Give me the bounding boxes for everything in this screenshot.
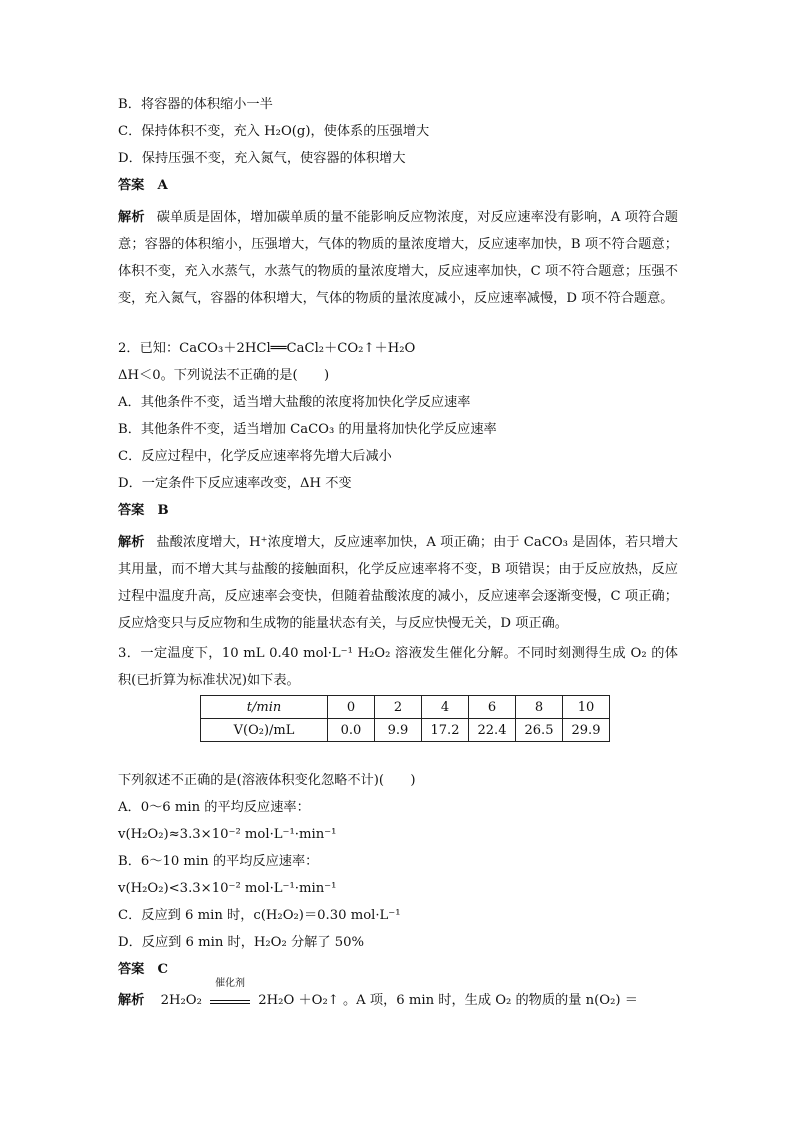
catalyst-label: 催化剂 bbox=[215, 978, 246, 989]
answer-2: 答案 B bbox=[118, 503, 169, 518]
table-cell: 0.0 bbox=[328, 719, 375, 742]
equation-right: 2H₂O ＋O₂↑ bbox=[258, 993, 339, 1008]
analysis-label: 解析 bbox=[118, 210, 145, 225]
table-head-t: t/min bbox=[201, 696, 328, 719]
analysis-label: 解析 bbox=[118, 993, 145, 1008]
answer-1: 答案 A bbox=[118, 178, 168, 193]
q3-option-a-rate: v(H₂O₂)≈3.3×10⁻² mol·L⁻¹·min⁻¹ bbox=[118, 827, 337, 842]
analysis-label: 解析 bbox=[118, 535, 145, 550]
q3-option-a: A．0～6 min 的平均反应速率： bbox=[118, 800, 310, 815]
q3-option-d: D．反应到 6 min 时，H₂O₂ 分解了 50% bbox=[118, 935, 365, 950]
analysis-2-text: 盐酸浓度增大，H⁺浓度增大，反应速率加快，A 项正确；由于 CaCO₃ 是固体，若只增大其用量，而不增大其与盐酸的接触面积，化学反应速率将不变，B 项错误；由于反应放热，反应过程中温度升高，反应速率会变快，但随着盐酸浓度的减小，反应速率会逐渐变慢，C 项正确；反应焓变只与反应物和生成物的能量状态有关，与反应快慢无关，D 项正确。 bbox=[118, 535, 678, 631]
q2-option-a: A．其他条件不变，适当增大盐酸的浓度将加快化学反应速率 bbox=[118, 395, 471, 410]
question-2-line1: 2．已知：CaCO₃＋2HCl══CaCl₂＋CO₂↑＋H₂O bbox=[118, 341, 416, 356]
analysis-1 bbox=[118, 204, 678, 312]
option-c-line: C．保持体积不变，充入 H₂O(g)，使体系的压强增大 bbox=[118, 124, 430, 139]
table-head-v: V(O₂)/mL bbox=[201, 719, 328, 742]
table-cell: 9.9 bbox=[375, 719, 422, 742]
question-2-line2: ΔH＜0。下列说法不正确的是( ) bbox=[118, 368, 330, 383]
q2-option-d: D．一定条件下反应速率改变，ΔH 不变 bbox=[118, 476, 352, 491]
table-cell: 2 bbox=[375, 696, 422, 719]
q3-option-c: C．反应到 6 min 时，c(H₂O₂)＝0.30 mol·L⁻¹ bbox=[118, 908, 401, 923]
catalyst-arrow bbox=[210, 978, 250, 1004]
q3-prompt: 下列叙述不正确的是(溶液体积变化忽略不计)( ) bbox=[118, 773, 416, 788]
answer-3: 答案 C bbox=[118, 962, 169, 977]
table-cell: 8 bbox=[516, 696, 563, 719]
question-3: 3．一定温度下，10 mL 0.40 mol·L⁻¹ H₂O₂ 溶液发生催化分解。不同时刻测得生成 O₂ 的体积(已折算为标准状况)如下表。 bbox=[118, 646, 678, 688]
table-row bbox=[201, 719, 610, 742]
analysis-3-text: 。A 项，6 min 时，生成 O₂ 的物质的量 n(O₂) ＝ bbox=[343, 993, 638, 1008]
option-d-line: D．保持压强不变，充入氮气，使容器的体积增大 bbox=[118, 151, 406, 166]
table-cell: 0 bbox=[328, 696, 375, 719]
q2-option-c: C．反应过程中，化学反应速率将先增大后减小 bbox=[118, 449, 392, 464]
analysis-2 bbox=[118, 529, 678, 637]
table-row bbox=[201, 696, 610, 719]
table-cell: 17.2 bbox=[422, 719, 469, 742]
table-cell: 10 bbox=[563, 696, 610, 719]
table-cell: 6 bbox=[469, 696, 516, 719]
table-cell: 26.5 bbox=[516, 719, 563, 742]
analysis-3 bbox=[118, 978, 638, 1010]
option-b-line: B．将容器的体积缩小一半 bbox=[118, 97, 273, 112]
q3-option-b: B．6～10 min 的平均反应速率： bbox=[118, 854, 319, 869]
q2-option-b: B．其他条件不变，适当增加 CaCO₃ 的用量将加快化学反应速率 bbox=[118, 422, 497, 437]
table-cell: 29.9 bbox=[563, 719, 610, 742]
data-table bbox=[200, 695, 610, 742]
table-cell: 4 bbox=[422, 696, 469, 719]
q3-option-b-rate: v(H₂O₂)<3.3×10⁻² mol·L⁻¹·min⁻¹ bbox=[118, 881, 337, 896]
equals-bar bbox=[210, 1000, 250, 1004]
analysis-1-text: 碳单质是固体，增加碳单质的量不能影响反应物浓度，对反应速率没有影响，A 项符合题意；容器的体积缩小，压强增大，气体的物质的量浓度增大，反应速率加快，B 项不符合题意；体积不变，充入水蒸气，水蒸气的物质的量浓度增大，反应速率加快，C 项不符合题意；压强不变，充入氮气，容器的体积增大，气体的物质的量浓度减小，反应速率减慢，D 项不符合题意。 bbox=[118, 210, 678, 306]
equation-left: 2H₂O₂ bbox=[160, 993, 202, 1008]
table-cell: 22.4 bbox=[469, 719, 516, 742]
